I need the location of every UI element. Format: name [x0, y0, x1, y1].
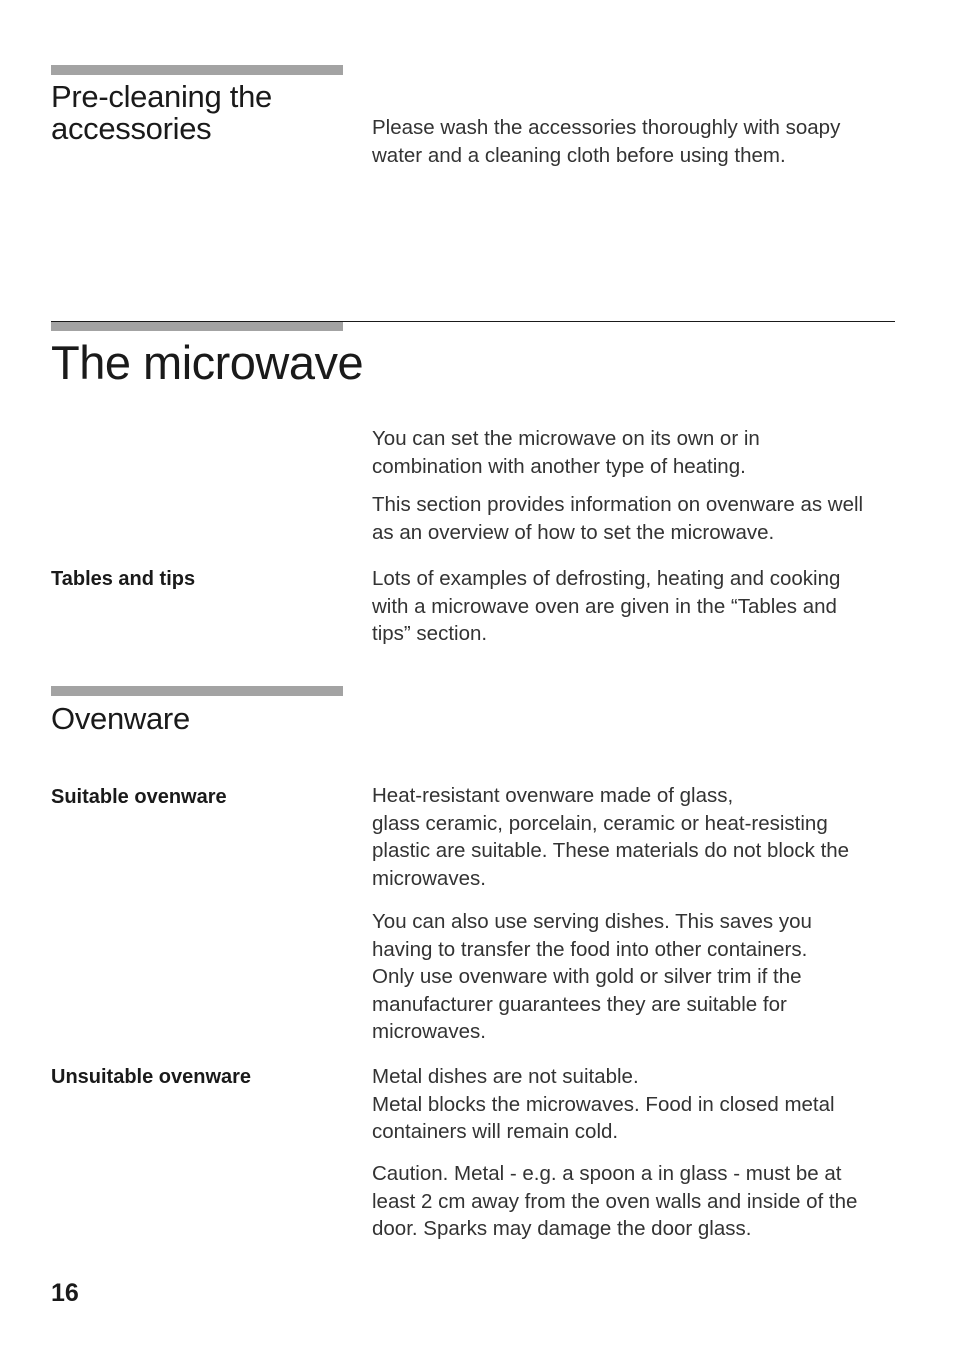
suitable-body-2	[372, 908, 902, 1046]
tables-body-line1: Lots of examples of defrosting, heating and cooking	[372, 567, 841, 590]
suitable-body-1	[372, 782, 902, 892]
unsuitable-body-2-line1: Caution. Metal - e.g. a spoon a in glass - must be at	[372, 1162, 842, 1185]
section-rule-microwave	[51, 321, 895, 322]
suitable-body-2-line3: Only use ovenware with gold or silver trim if the	[372, 965, 802, 988]
suitable-body-1-line4: microwaves.	[372, 866, 486, 890]
precleaning-heading-line1: Pre-cleaning the	[51, 79, 272, 114]
precleaning-heading	[51, 81, 272, 145]
precleaning-body-line2: water and a cleaning cloth before using them.	[372, 143, 786, 167]
suitable-body-1-line3: plastic are suitable. These materials do not block the	[372, 839, 850, 862]
tables-label: Tables and tips	[51, 568, 196, 590]
microwave-title: The microwave	[51, 336, 364, 389]
section-bar-ovenware	[51, 686, 343, 696]
unsuitable-body-1	[372, 1063, 902, 1146]
microwave-intro-2-line2: as an overview of how to set the microwave.	[372, 520, 775, 544]
unsuitable-body-2-line2: least 2 cm away from the oven walls and inside of the	[372, 1189, 858, 1213]
section-bar-precleaning	[51, 65, 343, 75]
ovenware-heading: Ovenware	[51, 701, 190, 736]
suitable-label: Suitable ovenware	[51, 786, 227, 808]
precleaning-body	[372, 114, 902, 169]
microwave-intro-2-line1: This section provides information on ovenware as well	[372, 493, 864, 516]
unsuitable-body-1-line2: Metal blocks the microwaves. Food in closed metal	[372, 1092, 835, 1116]
tables-body	[372, 565, 902, 648]
suitable-body-1-line1: Heat-resistant ovenware made of glass,	[372, 784, 734, 807]
suitable-body-2-line4: manufacturer guarantees they are suitable for	[372, 992, 787, 1016]
suitable-body-2-line5: microwaves.	[372, 1020, 486, 1043]
page-number: 16	[51, 1279, 79, 1307]
microwave-intro-1-line1: You can set the microwave on its own or in	[372, 427, 760, 450]
unsuitable-label: Unsuitable ovenware	[51, 1066, 252, 1088]
tables-body-line3: tips” section.	[372, 622, 488, 645]
microwave-intro-1	[372, 425, 902, 480]
unsuitable-body-2-line3: door. Sparks may damage the door glass.	[372, 1217, 752, 1240]
suitable-body-2-line1: You can also use serving dishes. This saves you	[372, 910, 812, 933]
unsuitable-body-2	[372, 1160, 902, 1243]
unsuitable-body-1-line1: Metal dishes are not suitable.	[372, 1065, 639, 1088]
suitable-body-2-line2: having to transfer the food into other containers.	[372, 937, 808, 961]
microwave-intro-1-line2: combination with another type of heating.	[372, 454, 746, 478]
precleaning-heading-line2: accessories	[51, 111, 212, 146]
unsuitable-body-1-line3: containers will remain cold.	[372, 1120, 619, 1143]
precleaning-body-line1: Please wash the accessories thoroughly with soapy	[372, 116, 841, 139]
tables-body-line2: with a microwave oven are given in the “Tables and	[372, 594, 837, 618]
suitable-body-1-line2: glass ceramic, porcelain, ceramic or heat-resisting	[372, 811, 828, 835]
section-bar-microwave	[51, 321, 343, 331]
microwave-intro-2	[372, 491, 902, 546]
